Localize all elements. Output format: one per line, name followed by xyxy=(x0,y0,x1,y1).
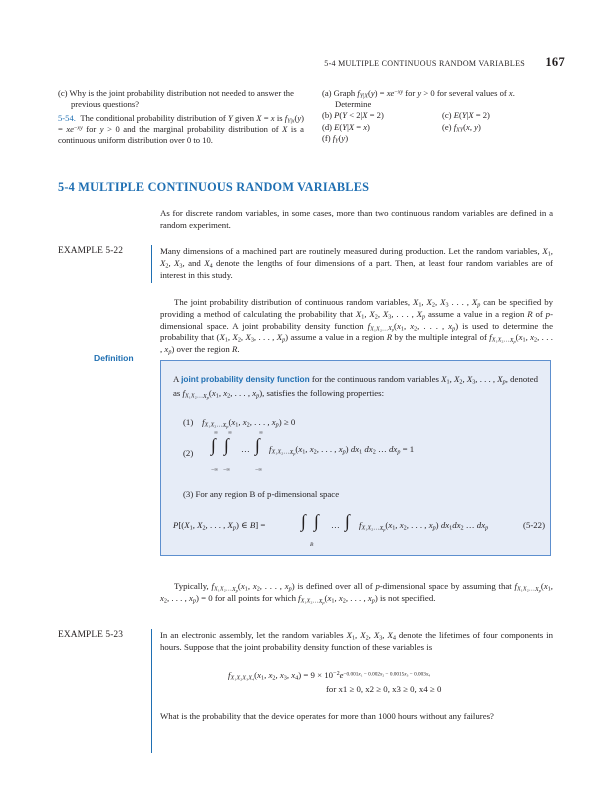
example-5-22-label: EXAMPLE 5-22 xyxy=(58,246,123,256)
example-5-23-label: EXAMPLE 5-23 xyxy=(58,630,123,640)
definition-label: Definition xyxy=(94,353,134,363)
exercise-5-54: 5-54. The conditional probability distribution of Y given X = x is $f_{Y|x}(y) = xe^{-xy}$ for y > 0 and the marginal probability distribution of X is a continuous uniform distribution over 0 to 10. xyxy=(58,113,305,146)
example-5-23-question: What is the probability that the device operates for more than 1000 hours without any failures? xyxy=(160,711,494,721)
example-5-23-condition: for x1 ≥ 0, x2 ≥ 0, x3 ≥ 0, x4 ≥ 0 xyxy=(326,684,442,694)
property-1: (1) $f_{X_1X_2\dots X_p}(x_1$, $x_2$, . . . , $x_p) \ge 0$ xyxy=(183,417,296,429)
page-number: 167 xyxy=(545,55,565,69)
definition-box xyxy=(160,360,551,556)
property-1-number: (1) xyxy=(183,417,194,427)
paragraph-joint-distribution: The joint probability distribution of continuous random variables, $X_1$, $X_2$, $X_3$ . . . , $X_p$ can be specified by providing a method of calculating the probability that $X_1$, $X_2$, $X_3$, . . . , $X_p$ assume a value in a region R of p-dimensional space. A joint probability density function $f_{X_1X_2\dots X_p}(x_1$, $x_2$, . . . , $x_p$) is used to determine the probability that ($X_1$, $X_2$, $X_3$, . . . , $X_p$) assume a value in a region R by the multiple integral of $f_{X_1X_2\dots X_p}(x_1$, $x_2$, . . . , $x_p$) over the region R. xyxy=(160,297,554,356)
property-2-equation: ∞ ∞ ∞ ∫ ∫ … ∫ −∞ −∞ −∞ $f_{X_1X_2\dots X_p}(x_1$, $x_2$, . . . , $x_p$) $dx_1$ $dx_2$ … $dx_p = 1$ xyxy=(211,430,415,473)
definition-term: joint probability density function xyxy=(181,374,310,384)
equation-5-22: $P[(X_1$, $X_2$, . . . , $X_p$) ∈ B] = ∫ ∫ B … ∫ $f_{X_1X_2\dots X_p}(x_1$, $x_2$, . . . , $x_p$) $dx_1dx_2$ … $dx_p$ (5-22) xyxy=(173,511,545,548)
example-5-23-density: $f_{X_1X_2X_3X_4}(x_1$, $x_2$, $x_3$, $x_4) = 9 \times 10^{-2}e^{-0.001x_1 - 0.002x_2 - 0.0015x_3 - 0.003x_4}$ xyxy=(228,670,431,682)
running-head-title: 5-4 MULTIPLE CONTINUOUS RANDOM VARIABLES xyxy=(324,59,526,68)
section-title: 5-4 MULTIPLE CONTINUOUS RANDOM VARIABLES xyxy=(58,180,370,194)
paragraph-typically: Typically, $f_{X_1X_2\dots X_p}(x_1$, $x_2$, . . . , $x_p$) is defined over all of p-dimensional space by assuming that $f_{X_1X_2\dots X_p}(x_1$, $x_2$, . . . , $x_p) = 0$ for all points for which $f_{X_1X_2\dots X_p}(x_1$, $x_2$, . . . , $x_p$) is not specified. xyxy=(160,581,553,605)
property-2-number: (2) xyxy=(183,448,194,458)
example-5-23-text: In an electronic assembly, let the random variables $X_1$, $X_2$, $X_3$, $X_4$ denote the lifetimes of four components in hours. Suppose that the joint probability density function of these variables is xyxy=(160,630,553,652)
exercise-item-c: (c) Why is the joint probability distribution not needed to answer the previous questions? xyxy=(58,88,294,110)
running-head xyxy=(324,55,565,70)
section-intro: As for discrete random variables, in some cases, more than two continuous random variables are defined in a random experiment. xyxy=(160,208,553,230)
exercise-number: 5-54. xyxy=(58,113,76,123)
example-bar xyxy=(151,245,152,283)
equation-number: (5-22) xyxy=(523,520,545,530)
exercise-right-column: (a) Graph $f_{Y|X}(y) = xe^{-xy}$ for y > 0 for several values of x. Determine (b) P(Y < 2|X = 2) (c) E(Y|X = 2) (d) E(Y|X = x) (e) $f_{XY}(x$, y) (f) $f_Y(y)$ xyxy=(322,88,515,145)
definition-statement: A joint probability density function for the continuous random variables $X_1$, $X_2$, $X_3$, . . . , $X_p$, denoted as $f_{X_1X_2\dots X_p}(x_1$, $x_2$, . . . , $x_p$), satisfies the following properties: xyxy=(173,374,538,400)
example-5-22-text: Many dimensions of a machined part are routinely measured during production. Let the random variables, $X_1$, $X_2$, $X_3$, and $X_4$ denote the lengths of four dimensions of a part. Then, at least four random variables are of interest in this study. xyxy=(160,246,553,280)
property-3: (3) For any region B of p-dimensional space xyxy=(183,489,340,499)
example-bar xyxy=(151,629,152,753)
